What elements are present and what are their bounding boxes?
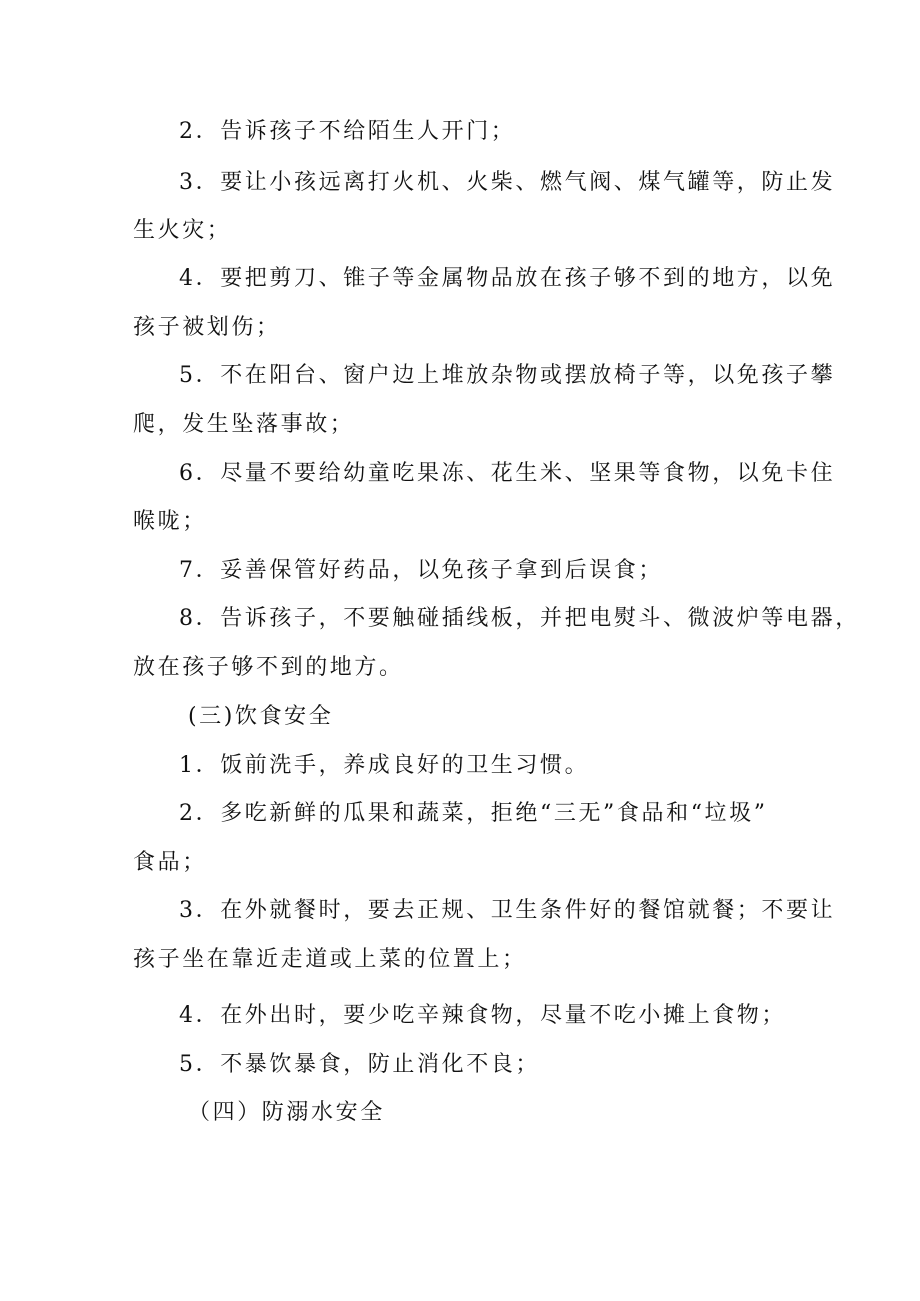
food-item-3-text-line1: 3．在外就餐时，要去正规、卫生条件好的餐馆就餐；不要让 xyxy=(179,898,836,923)
food-item-3-text-line2: 孩子坐在靠近走道或上菜的位置上； xyxy=(133,947,527,972)
item-3-text-line2: 生火灾； xyxy=(133,218,232,243)
food-item-4-text: 4．在外出时，要少吃辛辣食物，尽量不吃小摊上食物； xyxy=(179,1003,786,1028)
item-8-text-line1: 8．告诉孩子，不要触碰插线板，并把电熨斗、微波炉等电器， xyxy=(179,606,860,631)
food-item-5-text: 5．不暴饮暴食，防止消化不良； xyxy=(179,1052,540,1077)
item-5-text-line2: 爬，发生坠落事故； xyxy=(133,412,355,437)
section-heading-drowning-safety: （四）防溺水安全 xyxy=(188,1100,385,1125)
food-item-2-text-line2: 食品； xyxy=(133,850,207,875)
item-6-text-line2: 喉咙； xyxy=(133,509,207,534)
item-8-text-line2: 放在孩子够不到的地方。 xyxy=(133,655,404,680)
item-4-text-line2: 孩子被划伤； xyxy=(133,315,281,340)
item-4-text-line1: 4．要把剪刀、锥子等金属物品放在孩子够不到的地方，以免 xyxy=(179,266,836,291)
item-5-text-line1: 5．不在阳台、窗户边上堆放杂物或摆放椅子等，以免孩子攀 xyxy=(179,363,836,388)
food-item-1-text: 1．饭前洗手，养成良好的卫生习惯。 xyxy=(179,753,590,778)
food-item-2-text-line1: 2．多吃新鲜的瓜果和蔬菜，拒绝“三无”食品和“垃圾” xyxy=(179,801,768,826)
item-7-text: 7．妥善保管好药品，以免孩子拿到后误食； xyxy=(179,558,663,583)
item-2-text: 2．告诉孩子不给陌生人开门； xyxy=(179,119,516,144)
item-3-text-line1: 3．要让小孩远离打火机、火柴、燃气阀、煤气罐等，防止发 xyxy=(179,170,836,195)
section-heading-food-safety: (三)饮食安全 xyxy=(188,704,334,729)
item-6-text-line1: 6．尽量不要给幼童吃果冻、花生米、坚果等食物，以免卡住 xyxy=(179,461,836,486)
